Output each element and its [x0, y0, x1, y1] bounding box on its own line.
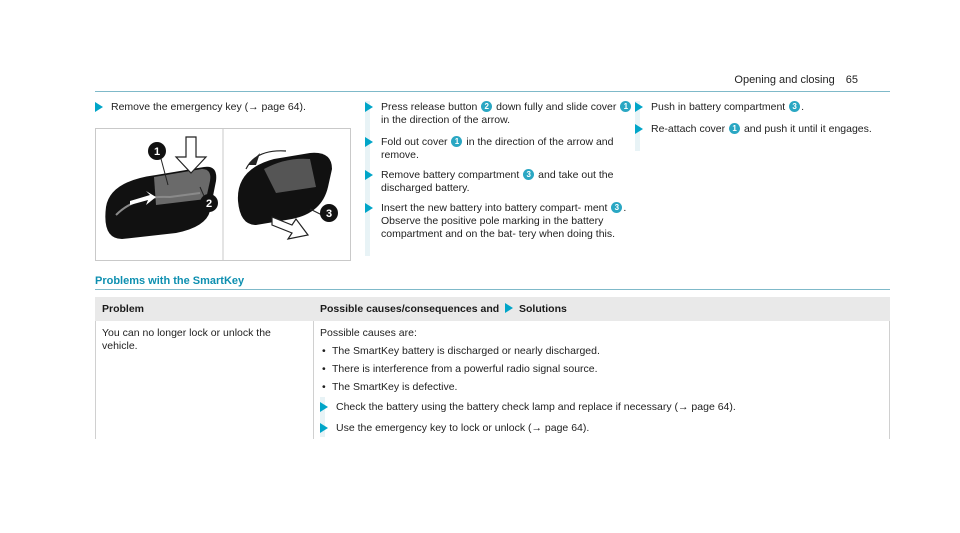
cause-item: • The SmartKey is defective. [320, 381, 880, 394]
header-causes: Possible causes/consequences and Solutions [320, 303, 567, 315]
svg-text:3: 3 [325, 208, 333, 220]
header-rule [95, 91, 890, 92]
step-text: Remove the emergency key (→ page 64). [111, 101, 306, 113]
step-remove-key [95, 101, 361, 114]
step-insert-battery: Insert the new battery into battery compart- ment 3 . Observe the positive pole marking in the battery compartment and on the bat- tery when doing this. [365, 202, 633, 241]
section-title: Problems with the SmartKey [95, 275, 245, 287]
section-rule [95, 289, 890, 290]
causes-intro: Possible causes are: [320, 327, 417, 339]
step-push-in: Push in battery compartment 3 . [635, 101, 901, 114]
callout-2-icon [200, 194, 218, 212]
key-illustration [95, 128, 351, 261]
cause-item: • There is interference from a powerful radio signal source. [320, 363, 880, 376]
ref-number: 3 [611, 202, 622, 213]
step-arrow-icon [365, 170, 373, 180]
step-arrow-icon [635, 124, 643, 134]
step-arrow-icon [365, 102, 373, 112]
ref-number: 3 [523, 169, 534, 180]
solutions-arrow-icon [505, 303, 513, 313]
causes-cell [320, 327, 880, 399]
callout-3-icon [320, 204, 338, 222]
svg-text:1: 1 [153, 146, 161, 158]
step-arrow-icon [365, 137, 373, 147]
solution-check-battery: Check the battery using the battery check lamp and replace if necessary (→ page 64). [320, 401, 896, 414]
step-arrow-icon [320, 423, 328, 433]
step-arrow-icon [95, 102, 103, 112]
step-arrow-icon [320, 402, 328, 412]
page-number: 65 [845, 74, 858, 86]
ref-number: 1 [620, 101, 631, 112]
problem-cell: You can no longer lock or unlock the vehicle. [102, 327, 271, 352]
table-border-left [95, 321, 96, 439]
header-section: Opening and closing [734, 74, 835, 86]
step-fold-out: Fold out cover 1 in the direction of the arrow and remove. [365, 136, 633, 162]
solution-emergency-key: Use the emergency key to lock or unlock (→ page 64). [320, 422, 896, 435]
step-arrow-icon [635, 102, 643, 112]
ref-number: 3 [789, 101, 800, 112]
smartkey-drawing [96, 129, 350, 260]
ref-number: 1 [729, 123, 740, 134]
table-divider [313, 321, 314, 439]
svg-text:2: 2 [205, 198, 213, 210]
step-remove-compartment: Remove battery compartment 3 and take out the discharged battery. [365, 169, 633, 195]
step-press-release: Press release button 2 down fully and slide cover 1 in the direction of the arrow. [365, 101, 633, 127]
running-header [734, 74, 858, 86]
ref-number: 2 [481, 101, 492, 112]
step-arrow-icon [365, 203, 373, 213]
callout-1-icon [148, 142, 166, 160]
cause-item: • The SmartKey battery is discharged or nearly discharged. [320, 345, 880, 358]
smartkey-right [238, 151, 332, 239]
step-reattach: Re-attach cover 1 and push it until it engages. [635, 123, 901, 136]
header-problem: Problem [102, 303, 145, 315]
ref-number: 1 [451, 136, 462, 147]
